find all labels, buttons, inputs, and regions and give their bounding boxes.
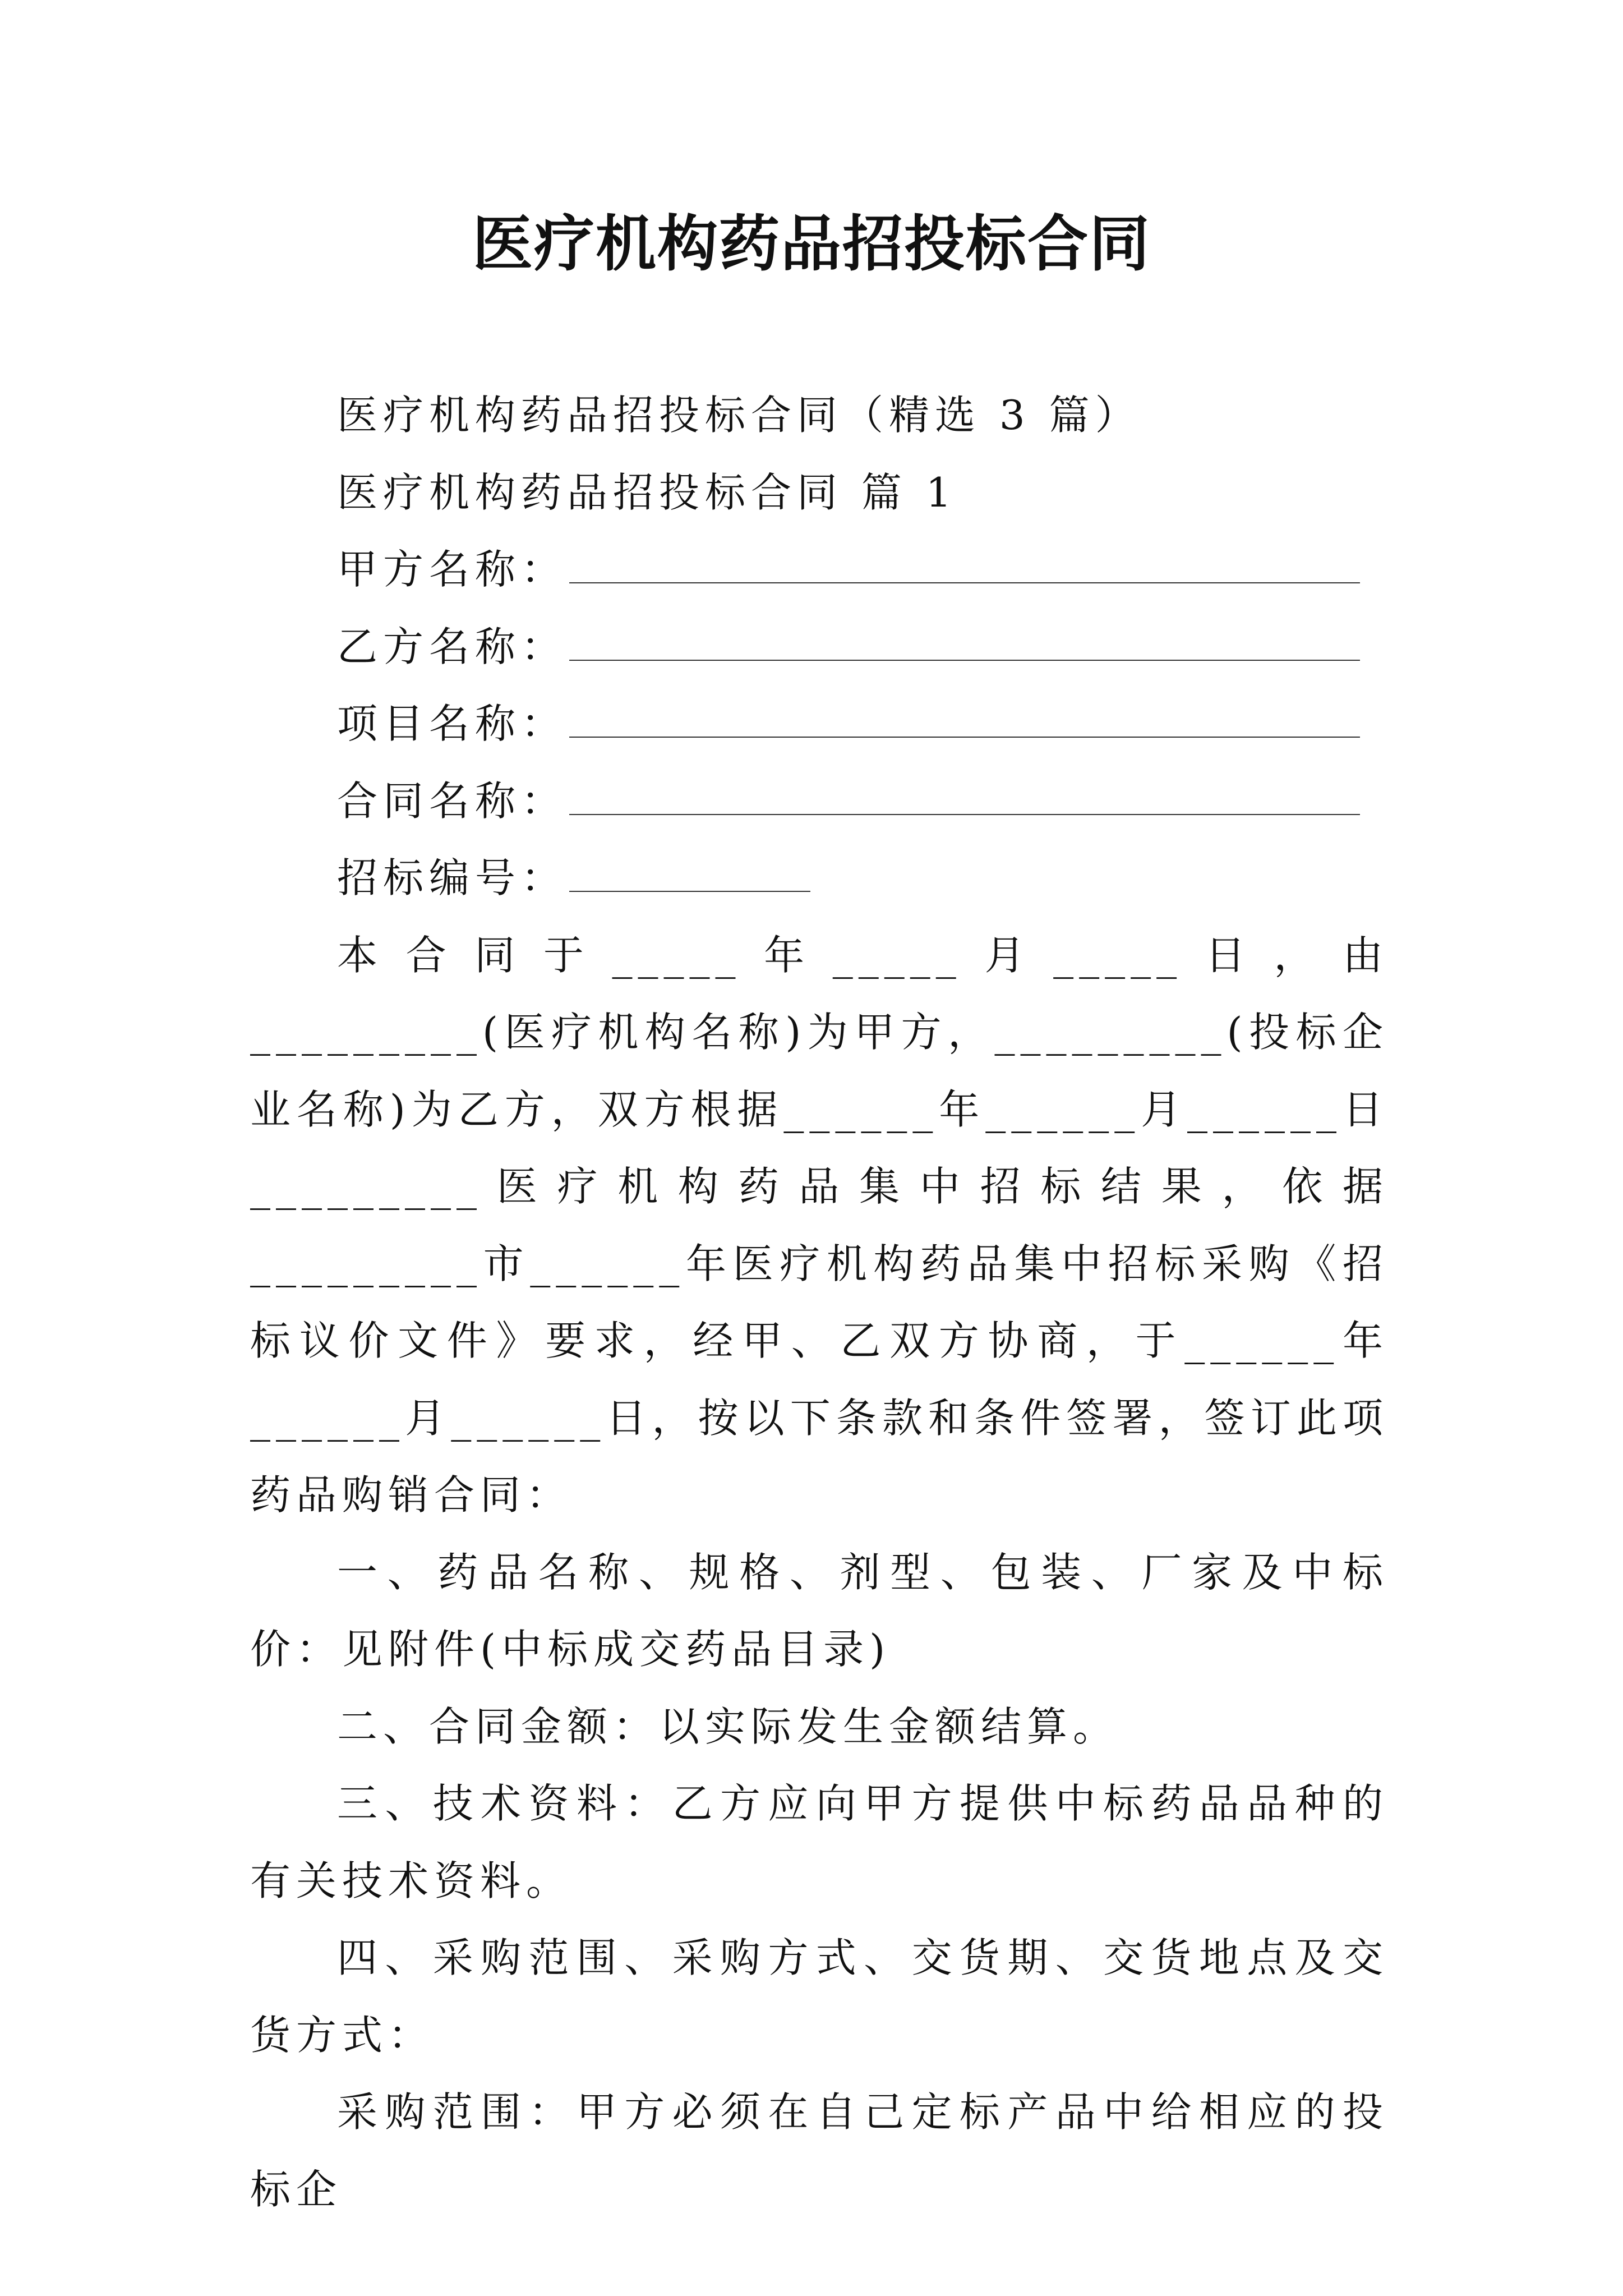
blank-line xyxy=(569,783,1360,815)
document-body xyxy=(250,377,1389,2228)
field-tender-number xyxy=(250,840,1389,917)
field-party-a xyxy=(250,531,1389,609)
field-contract-name xyxy=(250,763,1389,840)
blank-line xyxy=(569,705,1360,738)
part-heading: 医疗机构药品招投标合同 篇 1 xyxy=(337,468,957,516)
blank-line xyxy=(569,628,1360,661)
paragraph-clause-2: 二、合同金额：以实际发生金额结算。 xyxy=(337,1703,1119,1750)
field-party-b xyxy=(250,609,1389,686)
field-project-name xyxy=(250,685,1389,763)
field-label: 招标编号： xyxy=(337,854,568,901)
field-label: 乙方名称： xyxy=(337,623,568,670)
paragraph-contract-intro: 本合同于_____年_____月_____日，由_________(医疗机构名称)为甲方，_________(投标企业名称)为乙方，双方根据______年______月______日_________医疗机构药品集中招标结果，依据_________市______年医疗机构药品集中招标采购《招标议价文件》要求，经甲、乙双方协商，于______年______月______日，按以下条款和条件签署，签订此项药品购销合同： xyxy=(250,931,1389,1519)
field-label: 合同名称： xyxy=(337,777,568,825)
blank-line xyxy=(569,859,810,892)
document-title: 医疗机构药品招投标合同 xyxy=(472,209,1151,279)
paragraph-clause-1: 一、药品名称、规格、剂型、包装、厂家及中标价：见附件(中标成交药品目录) xyxy=(250,1548,1389,1673)
collection-heading: 医疗机构药品招投标合同（精选 3 篇） xyxy=(337,392,1141,439)
paragraph-clause-3: 三、技术资料：乙方应向甲方提供中标药品品种的有关技术资料。 xyxy=(250,1780,1389,1904)
paragraph-clause-4: 四、采购范围、采购方式、交货期、交货地点及交货方式： xyxy=(250,1934,1389,2059)
field-label: 项目名称： xyxy=(337,700,568,747)
field-label: 甲方名称： xyxy=(337,546,568,593)
paragraph-procurement-scope: 采购范围：甲方必须在自己定标产品中给相应的投标企 xyxy=(250,2088,1389,2213)
blank-line xyxy=(569,551,1360,583)
